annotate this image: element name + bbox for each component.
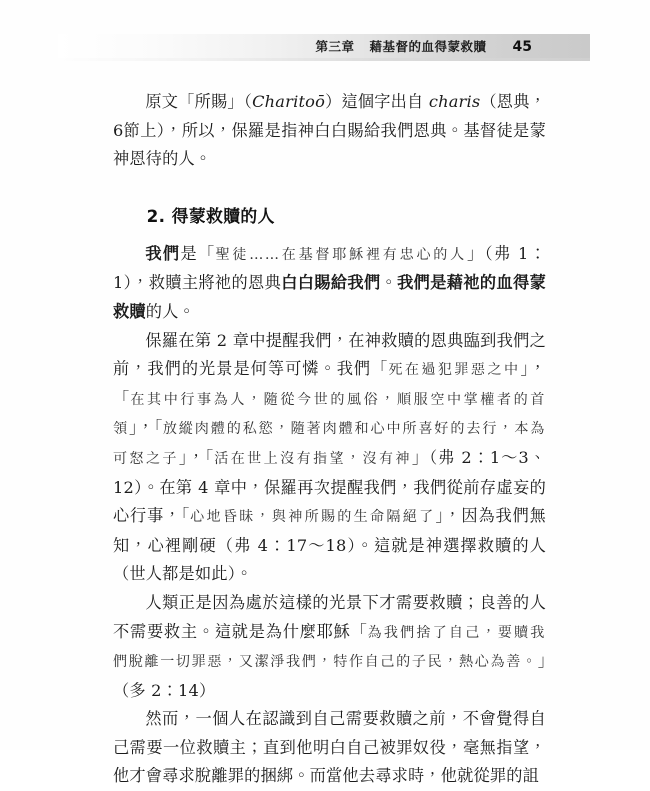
paragraph-1-segment-c: （恩典，6節上），所以，保羅是指神白白賜給我們恩典。基督徒是蒙神恩待的人。 (113, 92, 546, 169)
page-number: 45 (512, 39, 532, 55)
scripture-quote-dead-in-sins: 死在過犯罪惡之中 (388, 362, 521, 379)
paragraph-3-segment-d: 」，「 (178, 447, 215, 467)
scripture-quote-walked-according-to-world: 在其中行事為人，隨從今世的風俗，順服空中掌權者的首領 (113, 391, 546, 438)
running-head-content (315, 37, 532, 55)
paragraph-3-segment-c: 」，「 (128, 418, 163, 438)
paragraph-4-segment-a: 人類正是因為處於這樣的光景下才需要救贖；良善的人不需要救主。這就是為什麼耶穌「 (113, 592, 546, 641)
paragraph-3 (113, 327, 546, 589)
paragraph-5 (113, 705, 546, 791)
paragraph-1-segment-a: 原文「所賜」（ (145, 92, 253, 111)
paragraph-2-bold-3: 我們是藉祂的血得蒙救贖 (113, 273, 546, 321)
paragraph-3-segment-f: 」，因為我們無知，心裡剛硬（弗 4：17～18）。這就是神選擇救贖的人（世人都是如此）。 (113, 506, 547, 584)
paragraph-2 (113, 240, 546, 327)
section-heading-2: 2. 得蒙救贖的人 (146, 205, 275, 226)
paragraph-1 (113, 88, 546, 174)
paragraph-2-segment-d: 的人。 (145, 301, 195, 321)
running-head-chapter-title: 藉基督的血得蒙救贖 (369, 39, 487, 54)
greek-transliteration-charitoo: Charitoō (252, 92, 326, 111)
paragraph-4 (113, 589, 546, 705)
scripture-quote-darkened-understanding: 心地昏昧，與神所賜的生命隔絕了 (190, 509, 436, 526)
scripture-quote-eph-1-1: 聖徒……在基督耶穌裡有忠心的人 (215, 246, 467, 263)
paragraph-2-segment-a: 是「 (180, 243, 216, 263)
greek-transliteration-charis: charis (428, 92, 481, 111)
paragraph-3-segment-a: 保羅在第 2 章中提醒我們，在神救贖的恩典臨到我們之前，我們的光景是何等可憐。我們「 (113, 330, 546, 379)
paragraph-2-segment-c: 。 (380, 273, 398, 293)
text-column (113, 88, 546, 791)
paragraph-2-bold-1: 我們 (145, 243, 181, 263)
scripture-quote-titus-2-14: 為我們捨了自己，要贖我們脫離一切罪惡，又潔淨我們，特作自己的子民，熱心為善。 (113, 624, 546, 671)
scripture-quote-lusts-of-flesh: 放縱肉體的私慾，隨著肉體和心中所喜好的去行，本為可怒之子 (113, 421, 546, 467)
paragraph-2-segment-b: 」（弗 1：1），救贖主將祂的恩典 (113, 243, 547, 293)
paragraph-3-segment-b: 」，「 (113, 359, 546, 408)
paragraph-4-segment-b: 」（多 2：14） (113, 651, 546, 700)
paragraph-1-segment-b: ）這個字出自 (325, 92, 429, 111)
paragraph-3-segment-e: 」（弗 2：1～3、12）。在第 4 章中，保羅再次提醒我們，我們從前存虛妄的心行事，「 (113, 447, 546, 526)
paragraph-5-segment-a: 然而，一個人在認識到自己需要救贖之前，不會覺得自己需要一位救贖主；直到他明白自己被罪奴役，毫無指望，他才會尋求脫離罪的捆綁。而當他去尋求時，他就從罪的詛 (113, 709, 546, 786)
running-head-band (58, 34, 590, 58)
paragraph-2-bold-2: 白白賜給我們 (281, 273, 381, 293)
scripture-quote-no-hope-without-god: 活在世上沒有指望，沒有神 (214, 450, 412, 467)
running-head-chapter-label: 第三章 (315, 39, 355, 54)
